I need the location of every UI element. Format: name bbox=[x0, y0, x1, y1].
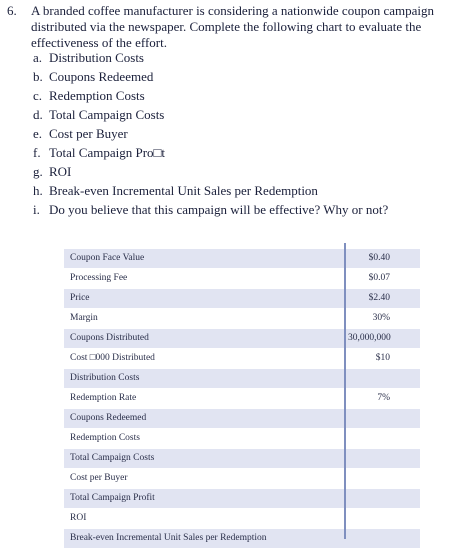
row-label: Processing Fee bbox=[70, 273, 128, 283]
row-value: $0.40 bbox=[368, 253, 390, 263]
question-number: 6. bbox=[7, 3, 17, 18]
sub-question-item bbox=[33, 143, 388, 162]
sub-question-letter: b. bbox=[33, 69, 43, 84]
sub-question-letter: c. bbox=[33, 88, 43, 103]
table-row bbox=[64, 429, 420, 449]
row-label: Redemption Costs bbox=[70, 433, 140, 443]
row-label: ROI bbox=[70, 513, 87, 523]
question-text: A branded coffee manufacturer is considering a nationwide coupon campaign distributed via the newspaper. Complete the following chart to evaluate the effectiveness of the effort. bbox=[31, 3, 434, 50]
row-value: 30,000,000 bbox=[348, 333, 391, 343]
sub-question-item bbox=[33, 200, 388, 219]
sub-question-item bbox=[33, 124, 388, 143]
row-label: Total Campaign Profit bbox=[70, 493, 155, 503]
sub-question-letter: h. bbox=[33, 183, 43, 198]
sub-question-text: ROI bbox=[49, 164, 72, 179]
row-value: 30% bbox=[372, 313, 390, 323]
row-label: Distribution Costs bbox=[70, 373, 140, 383]
row-label: Coupon Face Value bbox=[70, 253, 145, 263]
table-row bbox=[64, 369, 420, 389]
row-label: Cost □000 Distributed bbox=[70, 353, 155, 363]
sub-question-text: Total Campaign Costs bbox=[49, 107, 165, 122]
table-row bbox=[64, 449, 420, 469]
sub-question-item bbox=[33, 67, 388, 86]
sub-question-item bbox=[33, 105, 388, 124]
sub-question-letter: f. bbox=[33, 145, 41, 160]
sub-question-letter: d. bbox=[33, 107, 43, 122]
sub-question-letter: e. bbox=[33, 126, 43, 141]
sub-question-text: Total Campaign Pro□t bbox=[49, 145, 165, 160]
sub-question-item bbox=[33, 86, 388, 105]
table-row bbox=[64, 489, 420, 509]
table-row bbox=[64, 289, 420, 309]
sub-question-text: Break-even Incremental Unit Sales per Redemption bbox=[49, 183, 318, 198]
table-row bbox=[64, 509, 420, 529]
table-row bbox=[64, 329, 420, 349]
sub-question-item bbox=[33, 181, 388, 200]
row-value: $10 bbox=[375, 353, 390, 363]
sub-question-letter: a. bbox=[33, 50, 43, 65]
table-row bbox=[64, 529, 420, 549]
campaign-table bbox=[64, 249, 420, 549]
row-label: Margin bbox=[70, 313, 98, 323]
row-label: Break-even Incremental Unit Sales per Redemption bbox=[70, 533, 267, 543]
column-divider bbox=[344, 243, 346, 539]
table-row bbox=[64, 349, 420, 369]
row-value: $2.40 bbox=[368, 293, 390, 303]
sub-question-text: Coupons Redeemed bbox=[49, 69, 154, 84]
row-label: Price bbox=[70, 293, 90, 303]
row-value: $0.07 bbox=[368, 273, 390, 283]
row-value: 7% bbox=[377, 393, 390, 403]
table-row bbox=[64, 309, 420, 329]
sub-question-list bbox=[33, 48, 388, 219]
sub-question-item bbox=[33, 162, 388, 181]
table-row bbox=[64, 269, 420, 289]
sub-question-item bbox=[33, 48, 388, 67]
row-label: Redemption Rate bbox=[70, 393, 137, 403]
table-row bbox=[64, 389, 420, 409]
row-label: Coupons Redeemed bbox=[70, 413, 147, 423]
sub-question-text: Redemption Costs bbox=[49, 88, 145, 103]
sub-question-text: Cost per Buyer bbox=[49, 126, 128, 141]
sub-question-text: Do you believe that this campaign will be effective? Why or not? bbox=[49, 202, 389, 217]
row-label: Total Campaign Costs bbox=[70, 453, 155, 463]
table-row bbox=[64, 409, 420, 429]
sub-question-letter: g. bbox=[33, 164, 43, 179]
table-row bbox=[64, 469, 420, 489]
row-label: Coupons Distributed bbox=[70, 333, 149, 343]
row-label: Cost per Buyer bbox=[70, 473, 128, 483]
sub-question-letter: i. bbox=[33, 202, 40, 217]
sub-question-text: Distribution Costs bbox=[49, 50, 144, 65]
table-row bbox=[64, 249, 420, 269]
